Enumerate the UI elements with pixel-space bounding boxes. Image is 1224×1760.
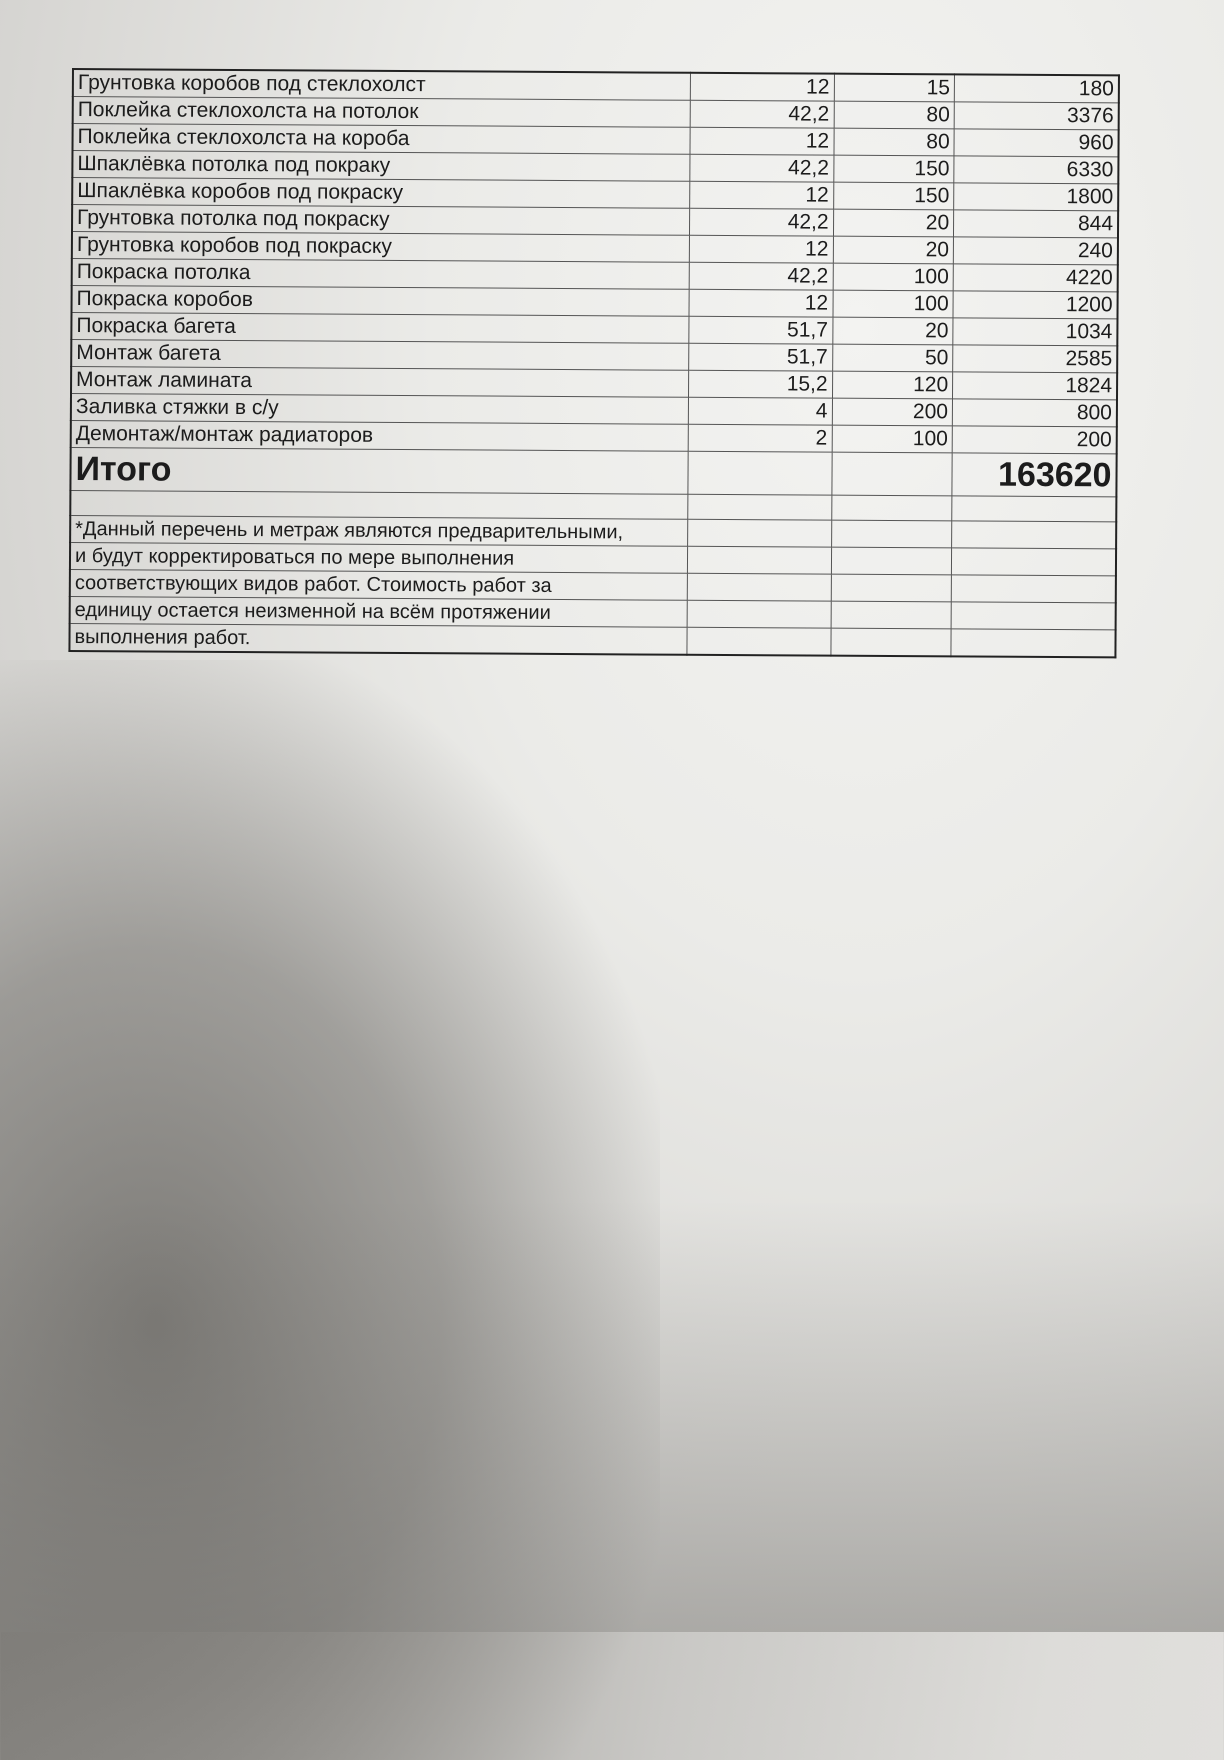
total-label: Итого <box>70 447 688 494</box>
note-empty-cell <box>830 628 951 656</box>
row-sum: 844 <box>954 210 1119 238</box>
row-qty: 51,7 <box>689 316 832 344</box>
row-price: 20 <box>832 317 953 345</box>
row-price: 200 <box>832 398 953 426</box>
row-price: 120 <box>832 371 953 399</box>
row-price: 100 <box>833 290 954 318</box>
row-qty: 12 <box>689 289 832 317</box>
note-empty-cell <box>687 627 830 655</box>
row-sum: 800 <box>952 399 1117 427</box>
note-empty-cell <box>687 600 830 628</box>
row-price: 20 <box>833 209 954 237</box>
row-qty: 12 <box>691 73 834 101</box>
spacer-cell <box>831 495 952 521</box>
note-line: единицу остается неизменной на всём протяжении <box>70 596 688 627</box>
row-qty: 42,2 <box>690 208 833 236</box>
row-sum: 1200 <box>953 291 1118 319</box>
row-sum: 960 <box>954 129 1119 157</box>
row-sum: 1034 <box>953 318 1118 346</box>
row-sum: 180 <box>954 74 1119 103</box>
total-empty-qty <box>688 451 831 495</box>
row-name: Покраска багета <box>71 313 689 344</box>
row-price: 100 <box>832 425 953 453</box>
row-qty: 42,2 <box>690 100 833 128</box>
note-empty-cell <box>831 574 952 602</box>
row-qty: 42,2 <box>689 262 832 290</box>
note-empty-cell <box>951 629 1116 658</box>
row-name: Грунтовка потолка под покраску <box>72 205 690 236</box>
row-price: 80 <box>834 128 955 156</box>
row-qty: 4 <box>689 397 832 425</box>
row-price: 100 <box>833 263 954 291</box>
note-row <box>69 623 1115 657</box>
note-empty-cell <box>831 520 952 548</box>
note-empty-cell <box>952 548 1117 576</box>
row-price: 150 <box>833 182 954 210</box>
row-name: Шпаклёвка потолка под покраку <box>72 151 690 182</box>
note-empty-cell <box>951 602 1116 630</box>
spacer-cell <box>688 494 831 520</box>
row-qty: 42,2 <box>690 154 833 182</box>
row-price: 150 <box>833 155 954 183</box>
row-name: Покраска потолка <box>72 259 690 290</box>
row-name: Монтаж ламината <box>71 367 689 398</box>
note-empty-cell <box>951 575 1116 603</box>
row-name: Покраска коробов <box>72 286 690 317</box>
row-sum: 1800 <box>954 183 1119 211</box>
note-line: *Данный перечень и метраж являются предварительными, <box>70 515 688 546</box>
row-sum: 1824 <box>953 372 1118 400</box>
spacer-cell <box>70 490 688 519</box>
row-price: 20 <box>833 236 954 264</box>
row-sum: 3376 <box>954 102 1119 130</box>
bottom-shadow <box>0 1200 1224 1632</box>
row-qty: 12 <box>690 181 833 209</box>
row-price: 15 <box>834 74 955 102</box>
note-empty-cell <box>952 521 1117 549</box>
note-empty-cell <box>688 546 831 574</box>
row-qty: 15,2 <box>689 370 832 398</box>
row-name: Грунтовка коробов под стеклохолст <box>73 69 691 100</box>
total-row <box>70 447 1116 496</box>
note-empty-cell <box>831 547 952 575</box>
note-line: и будут корректироваться по мере выполнения <box>70 542 688 573</box>
row-qty: 2 <box>688 424 831 452</box>
row-qty: 51,7 <box>689 343 832 371</box>
row-name: Поклейка стеклохолста на потолок <box>73 97 691 128</box>
row-price: 50 <box>832 344 953 372</box>
row-name: Монтаж багета <box>71 340 689 371</box>
total-empty-price <box>831 452 952 496</box>
row-sum: 200 <box>952 426 1117 454</box>
estimate-table <box>68 68 1120 658</box>
row-name: Грунтовка коробов под покраску <box>72 232 690 263</box>
row-sum: 6330 <box>954 156 1119 184</box>
row-qty: 12 <box>690 235 833 263</box>
row-sum: 2585 <box>953 345 1118 373</box>
note-empty-cell <box>688 519 831 547</box>
estimate-rows <box>69 69 1119 657</box>
spacer-cell <box>952 496 1117 522</box>
row-name: Заливка стяжки в с/у <box>71 394 689 425</box>
note-empty-cell <box>688 573 831 601</box>
total-value: 163620 <box>952 453 1117 497</box>
row-name: Поклейка стеклохолста на короба <box>72 124 690 155</box>
row-name: Демонтаж/монтаж радиаторов <box>71 420 689 451</box>
row-name: Шпаклёвка коробов под покраску <box>72 178 690 209</box>
note-line: соответствующих видов работ. Стоимость работ за <box>70 569 688 600</box>
row-sum: 240 <box>953 237 1118 265</box>
row-sum: 4220 <box>953 264 1118 292</box>
row-qty: 12 <box>690 127 833 155</box>
row-price: 80 <box>834 101 955 129</box>
note-empty-cell <box>831 601 952 629</box>
note-line: выполнения работ. <box>69 623 687 654</box>
